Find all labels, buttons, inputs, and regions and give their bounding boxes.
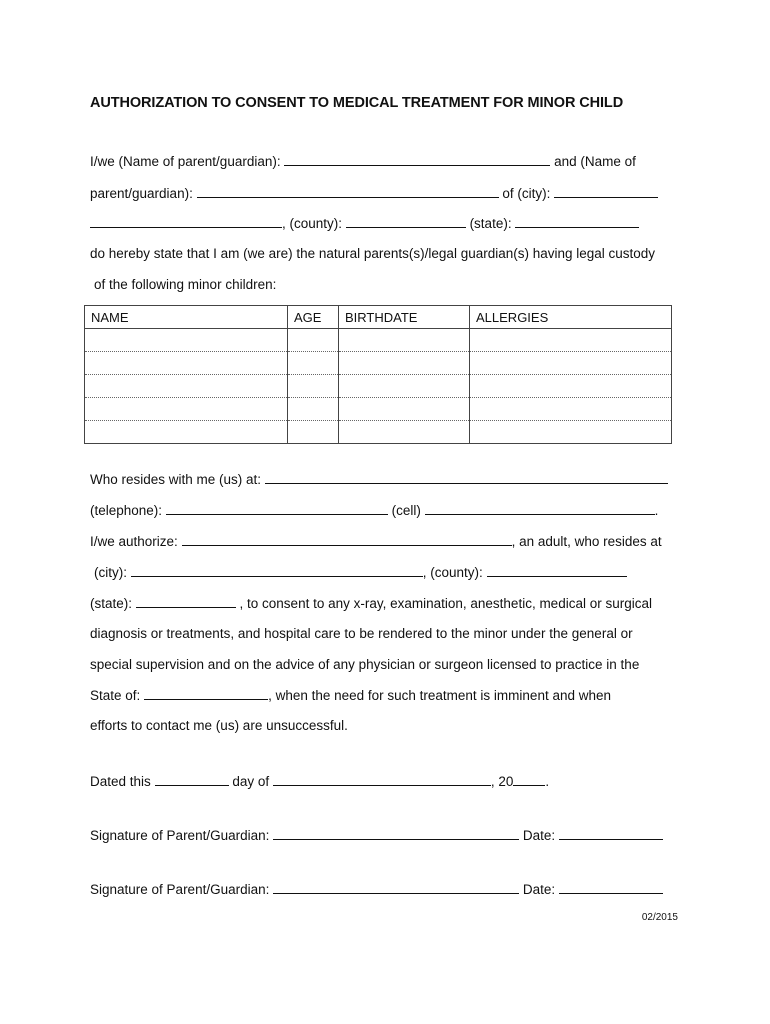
phone-line xyxy=(90,501,658,520)
name-cell[interactable] xyxy=(85,352,288,375)
form-title: AUTHORIZATION TO CONSENT TO MEDICAL TREATMENT FOR MINOR CHILD xyxy=(90,95,624,111)
authorize-line xyxy=(90,532,662,551)
signature-1-date-label: Date: xyxy=(522,828,556,843)
dated-month-field[interactable] xyxy=(273,772,491,786)
table-row xyxy=(85,375,672,398)
allergies-cell[interactable] xyxy=(470,398,672,421)
adult-county-label: , (county): xyxy=(422,565,483,580)
birthdate-cell[interactable] xyxy=(339,329,470,352)
custody-statement: do hereby state that I am (we are) the natural parents(s)/legal guardian(s) having legal custody xyxy=(90,246,656,261)
adult-county-field[interactable] xyxy=(487,563,627,577)
table-row xyxy=(85,421,672,444)
parent-state-field[interactable] xyxy=(515,214,639,228)
cell-label: (cell) xyxy=(391,503,421,518)
minor-children-intro: of the following minor children: xyxy=(94,277,277,292)
name-cell[interactable] xyxy=(85,421,288,444)
age-cell[interactable] xyxy=(288,421,339,444)
cell-field[interactable] xyxy=(425,501,655,515)
telephone-label: (telephone): xyxy=(90,503,163,518)
parent-address-field[interactable] xyxy=(90,214,282,228)
dated-day-field[interactable] xyxy=(155,772,229,786)
age-cell[interactable] xyxy=(288,398,339,421)
parent-guardian-label: parent/guardian): xyxy=(90,186,193,201)
parent-name-line xyxy=(90,152,636,171)
residence-address-field[interactable] xyxy=(265,470,668,484)
birthdate-column-header: BIRTHDATE xyxy=(339,306,470,329)
adult-state-label: (state): xyxy=(90,596,133,611)
birthdate-cell[interactable] xyxy=(339,375,470,398)
allergies-cell[interactable] xyxy=(470,375,672,398)
name-cell[interactable] xyxy=(85,329,288,352)
name-column-header: NAME xyxy=(85,306,288,329)
signature-1-label: Signature of Parent/Guardian: xyxy=(90,828,270,843)
allergies-cell[interactable] xyxy=(470,421,672,444)
authorize-label: I/we authorize: xyxy=(90,534,178,549)
name-cell[interactable] xyxy=(85,398,288,421)
signature-2-date-field[interactable] xyxy=(559,880,663,894)
table-row xyxy=(85,398,672,421)
birthdate-cell[interactable] xyxy=(339,398,470,421)
signature-line-1 xyxy=(90,826,663,845)
state-label: (state): xyxy=(469,216,512,231)
city-label: of (city): xyxy=(502,186,551,201)
allergies-cell[interactable] xyxy=(470,329,672,352)
signature-2-field[interactable] xyxy=(273,880,519,894)
day-of-label: day of xyxy=(232,774,270,789)
parent-name-line-2 xyxy=(90,184,658,203)
imminent-treatment-text: , when the need for such treatment is imminent and when xyxy=(268,688,612,703)
table-row xyxy=(85,329,672,352)
age-cell[interactable] xyxy=(288,375,339,398)
age-column-header: AGE xyxy=(288,306,339,329)
contact-unsuccessful-text: efforts to contact me (us) are unsuccessful. xyxy=(90,718,348,733)
allergies-column-header: ALLERGIES xyxy=(470,306,672,329)
parent-name-label-2: and (Name of xyxy=(554,154,636,169)
residence-line xyxy=(90,470,668,489)
authorized-adult-field[interactable] xyxy=(182,532,512,546)
address-line xyxy=(90,214,639,233)
consent-scope-line xyxy=(90,594,652,613)
signature-1-date-field[interactable] xyxy=(559,826,663,840)
birthdate-cell[interactable] xyxy=(339,352,470,375)
signature-2-date-label: Date: xyxy=(522,882,556,897)
adult-address-line xyxy=(94,563,627,582)
dated-label: Dated this xyxy=(90,774,151,789)
authorize-suffix: , an adult, who resides at xyxy=(511,534,662,549)
name-cell[interactable] xyxy=(85,375,288,398)
minor-children-table xyxy=(84,305,672,444)
consent-scope-text: , to consent to any x-ray, examination, anesthetic, medical or surgical xyxy=(235,596,652,611)
signature-line-2 xyxy=(90,880,663,899)
dated-year-field[interactable] xyxy=(513,772,545,786)
treatment-text-2: special supervision and on the advice of any physician or surgeon licensed to practice in the xyxy=(90,657,640,672)
form-revision-code: 02/2015 xyxy=(641,912,678,923)
state-of-field[interactable] xyxy=(144,686,268,700)
parent-name-label: I/we (Name of parent/guardian): xyxy=(90,154,281,169)
adult-state-field[interactable] xyxy=(136,594,236,608)
state-of-line xyxy=(90,686,611,705)
cell-period: . xyxy=(654,503,659,518)
treatment-text-1: diagnosis or treatments, and hospital care to be rendered to the minor under the general or xyxy=(90,626,633,641)
year-prefix: , 20 xyxy=(490,774,514,789)
table-header-row xyxy=(85,306,672,329)
age-cell[interactable] xyxy=(288,329,339,352)
age-cell[interactable] xyxy=(288,352,339,375)
signature-1-field[interactable] xyxy=(273,826,519,840)
birthdate-cell[interactable] xyxy=(339,421,470,444)
county-label: , (county): xyxy=(282,216,343,231)
dated-line xyxy=(90,772,549,791)
allergies-cell[interactable] xyxy=(470,352,672,375)
dated-period: . xyxy=(545,774,550,789)
parent-city-field[interactable] xyxy=(554,184,658,198)
parent-name-field-2[interactable] xyxy=(197,184,499,198)
parent-name-field-1[interactable] xyxy=(284,152,550,166)
adult-city-label: (city): xyxy=(94,565,127,580)
telephone-field[interactable] xyxy=(166,501,388,515)
parent-county-field[interactable] xyxy=(346,214,466,228)
resides-label: Who resides with me (us) at: xyxy=(90,472,262,487)
state-of-label: State of: xyxy=(90,688,141,703)
table-row xyxy=(85,352,672,375)
signature-2-label: Signature of Parent/Guardian: xyxy=(90,882,270,897)
adult-city-field[interactable] xyxy=(131,563,423,577)
